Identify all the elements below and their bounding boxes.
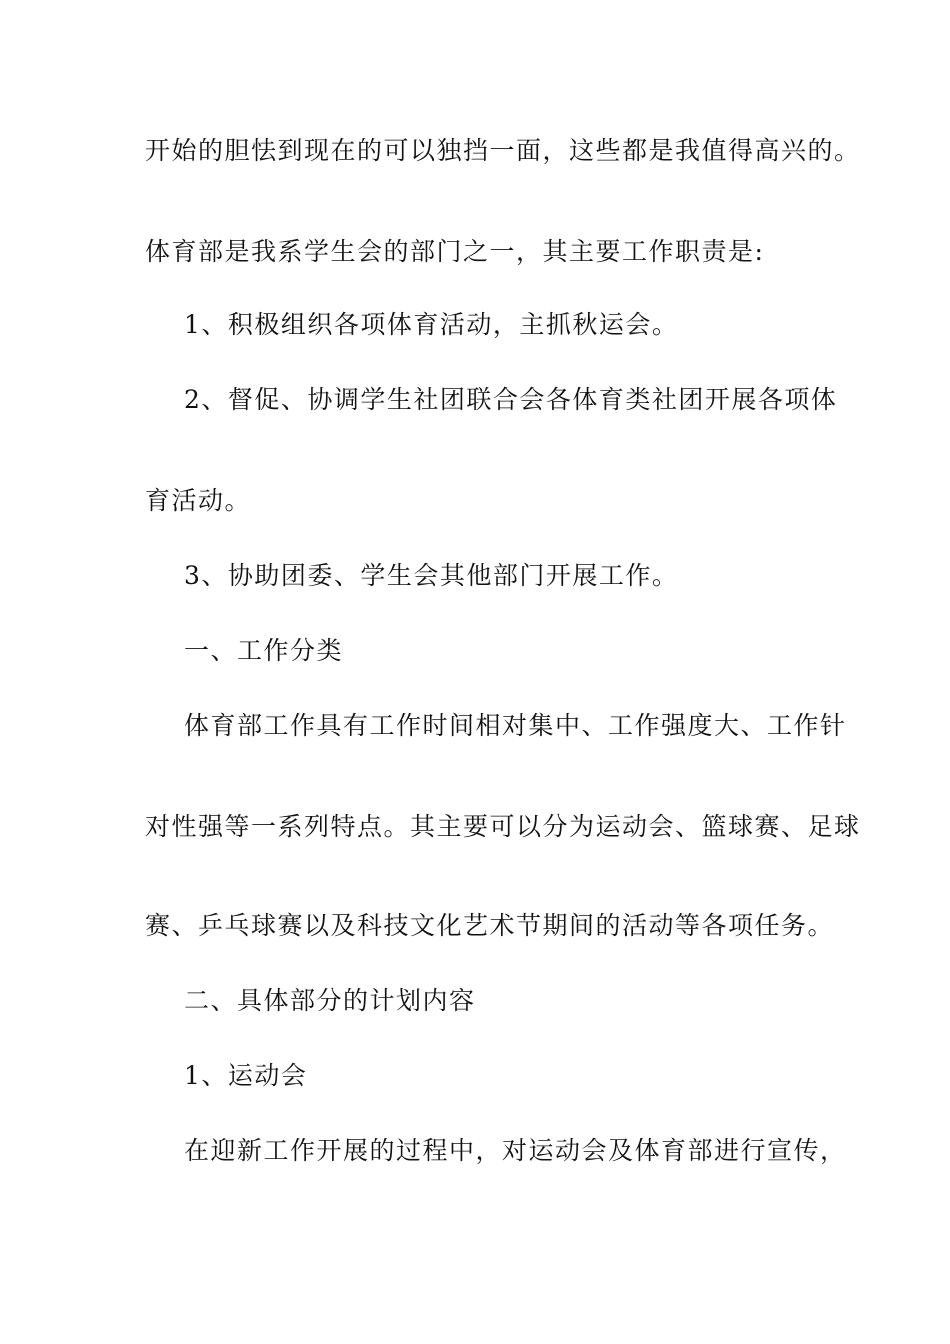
text-line: 体育部工作具有工作时间相对集中、工作强度大、工作针 bbox=[184, 711, 847, 740]
text-line: 在迎新工作开展的过程中，对运动会及体育部进行宣传， bbox=[184, 1136, 847, 1165]
text-line: 育活动。 bbox=[145, 486, 252, 515]
list-item: 3、协助团委、学生会其他部门开展工作。 bbox=[184, 561, 679, 590]
subsection-heading: 1、运动会 bbox=[184, 1061, 308, 1090]
list-item: 1、积极组织各项体育活动，主抓秋运会。 bbox=[184, 310, 679, 339]
text-line: 开始的胆怯到现在的可以独挡一面，这些都是我值得高兴的。 bbox=[145, 136, 861, 165]
section-heading: 二、具体部分的计划内容 bbox=[184, 986, 476, 1015]
text-line: 对性强等一系列特点。其主要可以分为运动会、篮球赛、足球 bbox=[145, 812, 861, 841]
list-item: 2、督促、协调学生社团联合会各体育类社团开展各项体 bbox=[184, 385, 838, 414]
text-line: 赛、乒乓球赛以及科技文化艺术节期间的活动等各项任务。 bbox=[145, 911, 835, 940]
text-line: 体育部是我系学生会的部门之一，其主要工作职责是: bbox=[145, 237, 765, 266]
section-heading: 一、工作分类 bbox=[184, 636, 344, 665]
